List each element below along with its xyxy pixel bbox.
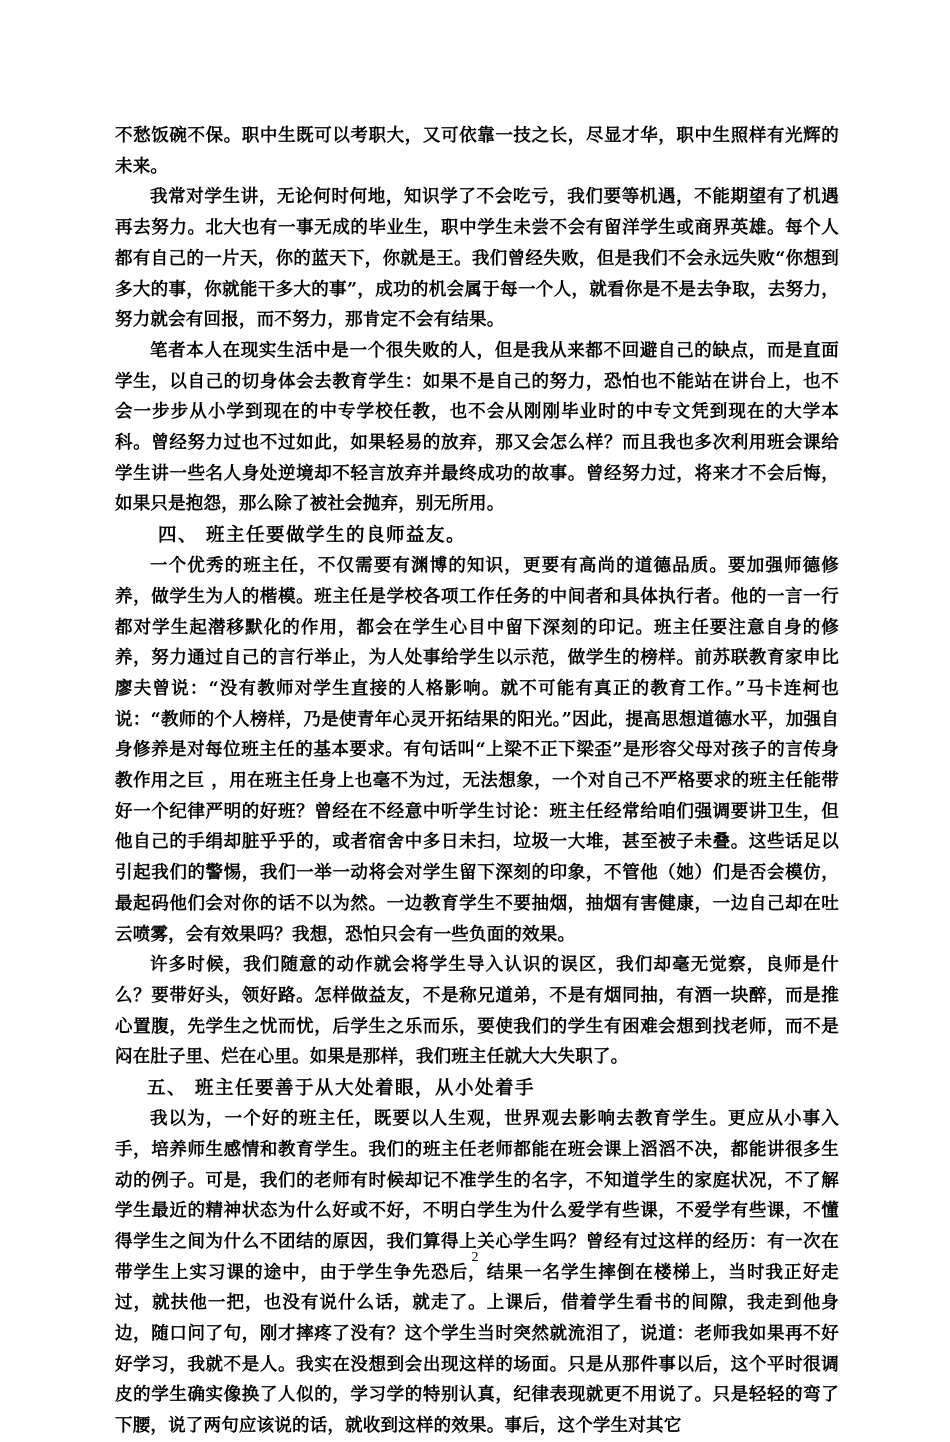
paragraph: 一个优秀的班主任，不仅需要有渊博的知识，更要有高尚的道德品质。要加强师德修养，做学生为人的楷模。班主任是学校各项工作任务的中间者和具体执行者。他的一言一行都对学生起潜移默化的作用，都会在学生心目中留下深刻的印记。班主任要注意自身的修养，努力通过自己的言行举止，为人处事给学生以示范，做学生的榜样。前苏联教育家申比廖夫曾说：“没有教师对学生直接的人格影响。就不可能有真正的教育工作。”马卡连柯也说：“教师的个人榜样，乃是使青年心灵开拓结果的阳光。”因此，提高思想道德水平，加强自身修养是对每位班主任的基本要求。有句话叫“上梁不正下梁歪”是形容父母对孩子的言传身教作用之巨 ，用在班主任身上也毫不为过，无法想象，一个对自己不严格要求的班主任能带好一个纪律严明的好班？曾经在不经意中听学生讨论：班主任经常给咱们强调要讲卫生，但他自己的手绢却脏乎乎的，或者宿舍中多日未扫，垃圾一大堆，甚至被子未叠。这些话足以引起我们的警惕，我们一举一动将会对学生留下深刻的印象，不管他（她）们是否会模仿，最起码他们会对你的话不以为然。一边教育学生不要抽烟，抽烟有害健康，一边自己却在吐云喷雾，会有效果吗？我想，恐怕只会有一些负面的效果。 [115, 556, 839, 945]
paragraph: 我以为，一个好的班主任，既要以人生观，世界观去影响去教育学生。更应从小事入手，培养师生感情和教育学生。我们的班主任老师都能在班会课上滔滔不决，都能讲很多生动的例子。可是，我们的老师有时候却记不准学生的名字，不知道学生的家庭状况，不了解学生最近的精神状态为什么好或不好，不明白学生为什么爱学有些课，不爱学有些课，不懂得学生之间为什么不团结的原因，我们算得上关心学生吗？曾经有过这样的经历：有一次在带学生上实习课的途中，由于学生争先恐后，结果一名学生摔倒在楼梯上，当时我正好走过，就扶他一把，也没有说什么话，就走了。上课后，借着学生看书的间隙，我走到他身边，随口问了句，刚才摔疼了没有？这个学生当时突然就流泪了，说道：老师我如果再不好好学习，我就不是人。我实在没想到会出现这样的场面。只是从那件事以后，这个平时很调皮的学生确实像换了人似的，学习学的特别认真，纪律表现就更不用说了。只是轻轻的弯了下腰，说了两句应该说的话，就收到这样的效果。事后，这个学生对其它 [115, 1109, 839, 1437]
section-heading: 四、 班主任要做学生的良师益友。 [158, 525, 466, 547]
page-number: 2 [471, 1250, 479, 1265]
section-heading: 五、 班主任要善于从大处着眼，从小处着手 [147, 1078, 535, 1100]
paragraph-continuation: 不愁饭碗不保。职中生既可以考职大，又可依靠一技之长，尽显才华，职中生照样有光辉的未来。 [115, 126, 839, 177]
paragraph: 许多时候，我们随意的动作就会将学生导入认识的误区，我们却毫无觉察，良师是什么？要带好头，领好路。怎样做益友，不是称兄道弟，不是有烟同抽，有酒一块醉，而是推心置腹，先学生之忧而忧，后学生之乐而乐，要使我们的学生有困难会想到找老师，而不是闷在肚子里、烂在心里。如果是那样，我们班主任就大大失职了。 [115, 955, 839, 1068]
paragraph: 我常对学生讲，无论何时何地，知识学了不会吃亏，我们要等机遇，不能期望有了机遇再去努力。北大也有一事无成的毕业生，职中学生未尝不会有留洋学生或商界英雄。每个人都有自己的一片天，你的蓝天下，你就是王。我们曾经失败，但是我们不会永远失败“你想到多大的事，你就能干多大的事”，成功的机会属于每一个人，就看你是不是去争取，去努力，努力就会有回报，而不努力，那肯定不会有结果。 [115, 187, 839, 331]
document-body [115, 121, 839, 1442]
paragraph: 笔者本人在现实生活中是一个很失败的人，但是我从来都不回避自己的缺点，而是直面学生，以自己的切身体会去教育学生：如果不是自己的努力，恐怕也不能站在讲台上，也不会一步步从小学到现在的中专学校任教，也不会从刚刚毕业时的中专文凭到现在的大学本科。曾经努力过也不过如此，如果轻易的放弃，那又会怎么样？而且我也多次利用班会课给学生讲一些名人身处逆境却不轻言放弃并最终成功的故事。曾经努力过，将来才不会后悔，如果只是抱怨，那么除了被社会抛弃，别无所用。 [115, 340, 839, 515]
